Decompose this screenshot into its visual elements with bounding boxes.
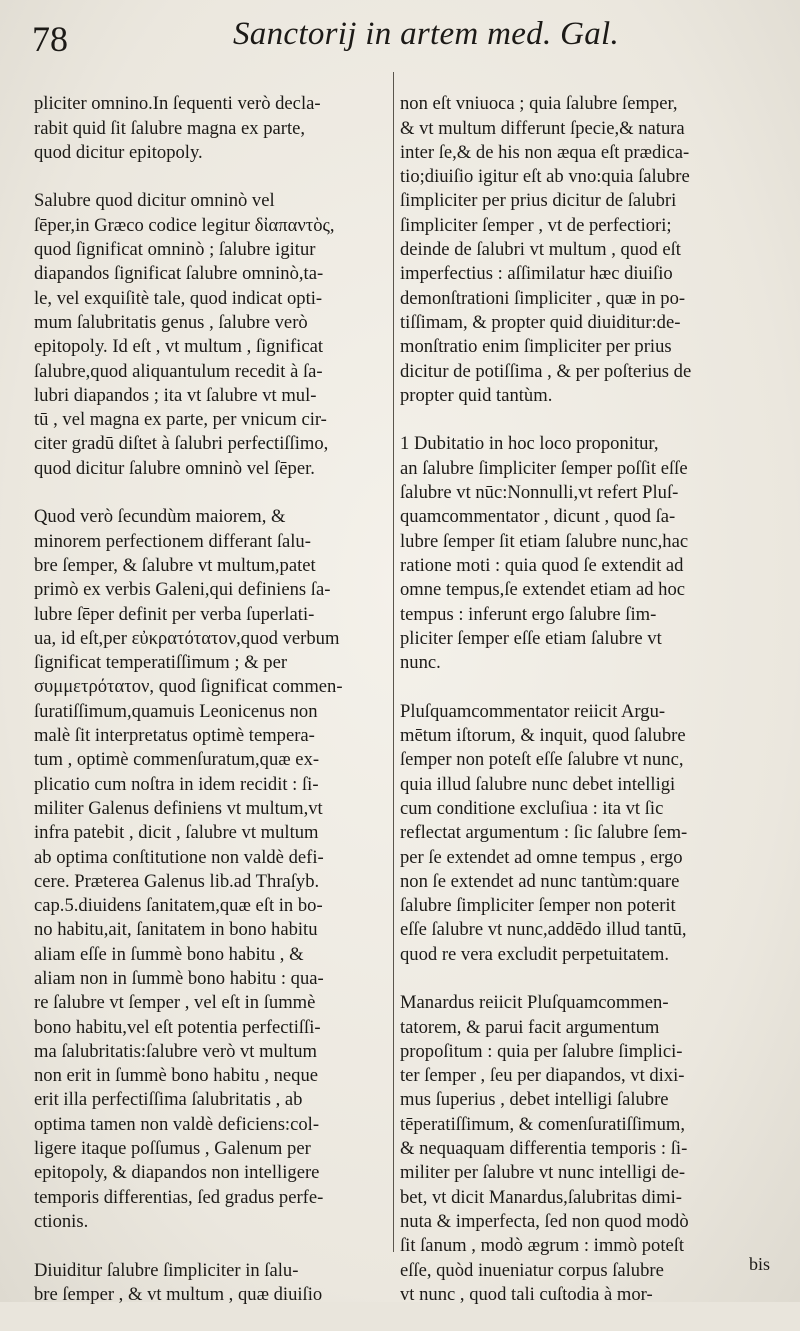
paragraph: 1 Dubitatio in hoc loco proponitur, an ſalubre ſimpliciter ſemper poſſit eſſe ſalubre vt nūc:Nonnulli,vt refert Pluſ- quamcommentator , dicunt , quod ſa- lubre ſemper ſit etiam ſalubre nunc,hac ratione moti : quia quod ſe extendit ad omne tempus,ſe extendet etiam ad hoc tempus : inferunt ergo ſalubre ſim- pliciter ſemper eſſe etiam ſalubre vt nunc. <box>400 433 689 674</box>
paragraph: Quod verò ſecundùm maiorem, & minorem perfectionem differant ſalu- bre ſemper, & ſalubre vt multum,patet primò ex verbis Galeni,qui definiens ſa- lubre ſēper definit per verba ſuperlati- ua, id eſt,per εὐκρατότατον,quod verbum ſignificat temperatiſſimum ; & per συμμετρότατον, quod ſignificat commen- ſuratiſſimum,quamuis Leonicenus non malè ſit interpretatus optimè tempera- tum , optimè commenſuratum,quæ ex- plicatio cum noſtra in idem recidit : ſi- militer Galenus definiens vt multum,vt infra patebit , dicit , ſalubre vt multum ab optima conſtitutione non valdè defi- cere. Præterea Galenus lib.ad Thraſyb. cap.5.diuidens ſanitatem,quæ eſt in bo- no habitu,ait, ſanitatem in bono habitu aliam eſſe in ſummè bono habitu , & aliam non in ſummè bono habitu : qua- re ſalubre vt ſemper , vel eſt in ſummè bono habitu,vel eſt potentia perfectiſſi- ma ſalubritatis:ſalubre verò vt multum non erit in ſummè bono habitu , neque erit illa perfectiſſima ſalubritatis , ab optima tamen non valdè deficiens:col- ligere itaque poſſumus , Galenum per epitopoly, & diapandos non intelligere temporis differentias, ſed gradus perfe- ctionis. <box>34 506 343 1232</box>
paragraph: Manardus reiicit Pluſquamcommen- tatorem, & parui facit argumentum propoſitum : quia per ſalubre ſimplici- ter ſemper , ſeu per diapandos, vt dixi- mus ſuperius , debet intelligi ſalubre tēperatiſſimum, & comenſuratiſſimum, & nequaquam differentia temporis : ſi- militer per ſalubre vt nunc intelligi de- bet, vt dicit Manardus,ſalubritas dimi- nuta & imperfecta, ſed non quod modò ſit ſanum , modò ægrum : immò poteſt eſſe, quòd inueniatur corpus ſalubre vt nunc , quod tali cuſtodia à mor- <box>400 992 689 1305</box>
catchword: bis <box>748 1254 770 1274</box>
page-number: 78 <box>32 19 68 59</box>
left-column <box>34 68 386 1331</box>
paragraph: Salubre quod dicitur omninò vel ſēper,in Græco codice legitur δἰαπαντὸς, quod ſignificat omninò ; ſalubre igitur diapandos ſignificat ſalubre omninò,ta- le, vel exquiſitè tale, quod indicat opti- mum ſalubritatis genus , ſalubre verò epitopoly. Id eſt , vt multum , ſignificat ſalubre,quod aliquantulum recedit à ſa- lubri diapandos ; ita vt ſalubre vt mul- tū , vel magna ex parte, per vnicum cir- citer gradū diſtet à ſalubri perfectiſſimo, quod dicitur ſalubre omninò vel ſēper. <box>34 190 335 479</box>
paragraph: Diuiditur ſalubre ſimpliciter in ſalu- bre ſemper , & vt multum , quæ diuiſio <box>34 1259 323 1305</box>
paragraph: pliciter omnino.In ſequenti verò decla- rabit quid ſit ſalubre magna ex parte, quod dicitur epitopoly. <box>34 93 321 163</box>
paragraph: Pluſquamcommentator reiicit Argu- mētum iſtorum, & inquit, quod ſalubre ſemper non poteſt eſſe ſalubre vt nunc, quia illud ſalubre nunc debet intelligi cum conditione excluſiua : ita vt ſic reflectat argumentum : ſic ſalubre ſem- per ſe extendet ad omne tempus , ergo non ſe extendet ad nunc tantùm:quare ſalubre ſimpliciter ſemper non poterit eſſe ſalubre vt nunc,addēdo illud tantū, quod re vera excludit perpetuitatem. <box>400 700 688 965</box>
column-divider <box>393 72 394 1252</box>
right-column <box>400 68 774 1331</box>
paragraph: non eſt vniuoca ; quia ſalubre ſemper, & vt multum differunt ſpecie,& natura inter ſe,& de his non æqua eſt prædica- tio;diuiſio igitur eſt ab vno:quia ſalubre ſimpliciter per prius dicitur de ſalubri ſimpliciter ſemper , vt de perfectiori; deinde de ſalubri vt multum , quod eſt imperfectius : aſſimilatur hæc diuiſio demonſtrationi ſimpliciter , quæ in po- tiſſimam, & propter quid diuiditur:de- monſtratio enim ſimpliciter per prius dicitur de potiſſima , & per poſterius de propter quid tantùm. <box>400 93 692 406</box>
running-head: Sanctorij in artem med. Gal. <box>233 16 620 52</box>
page-header <box>28 14 788 70</box>
